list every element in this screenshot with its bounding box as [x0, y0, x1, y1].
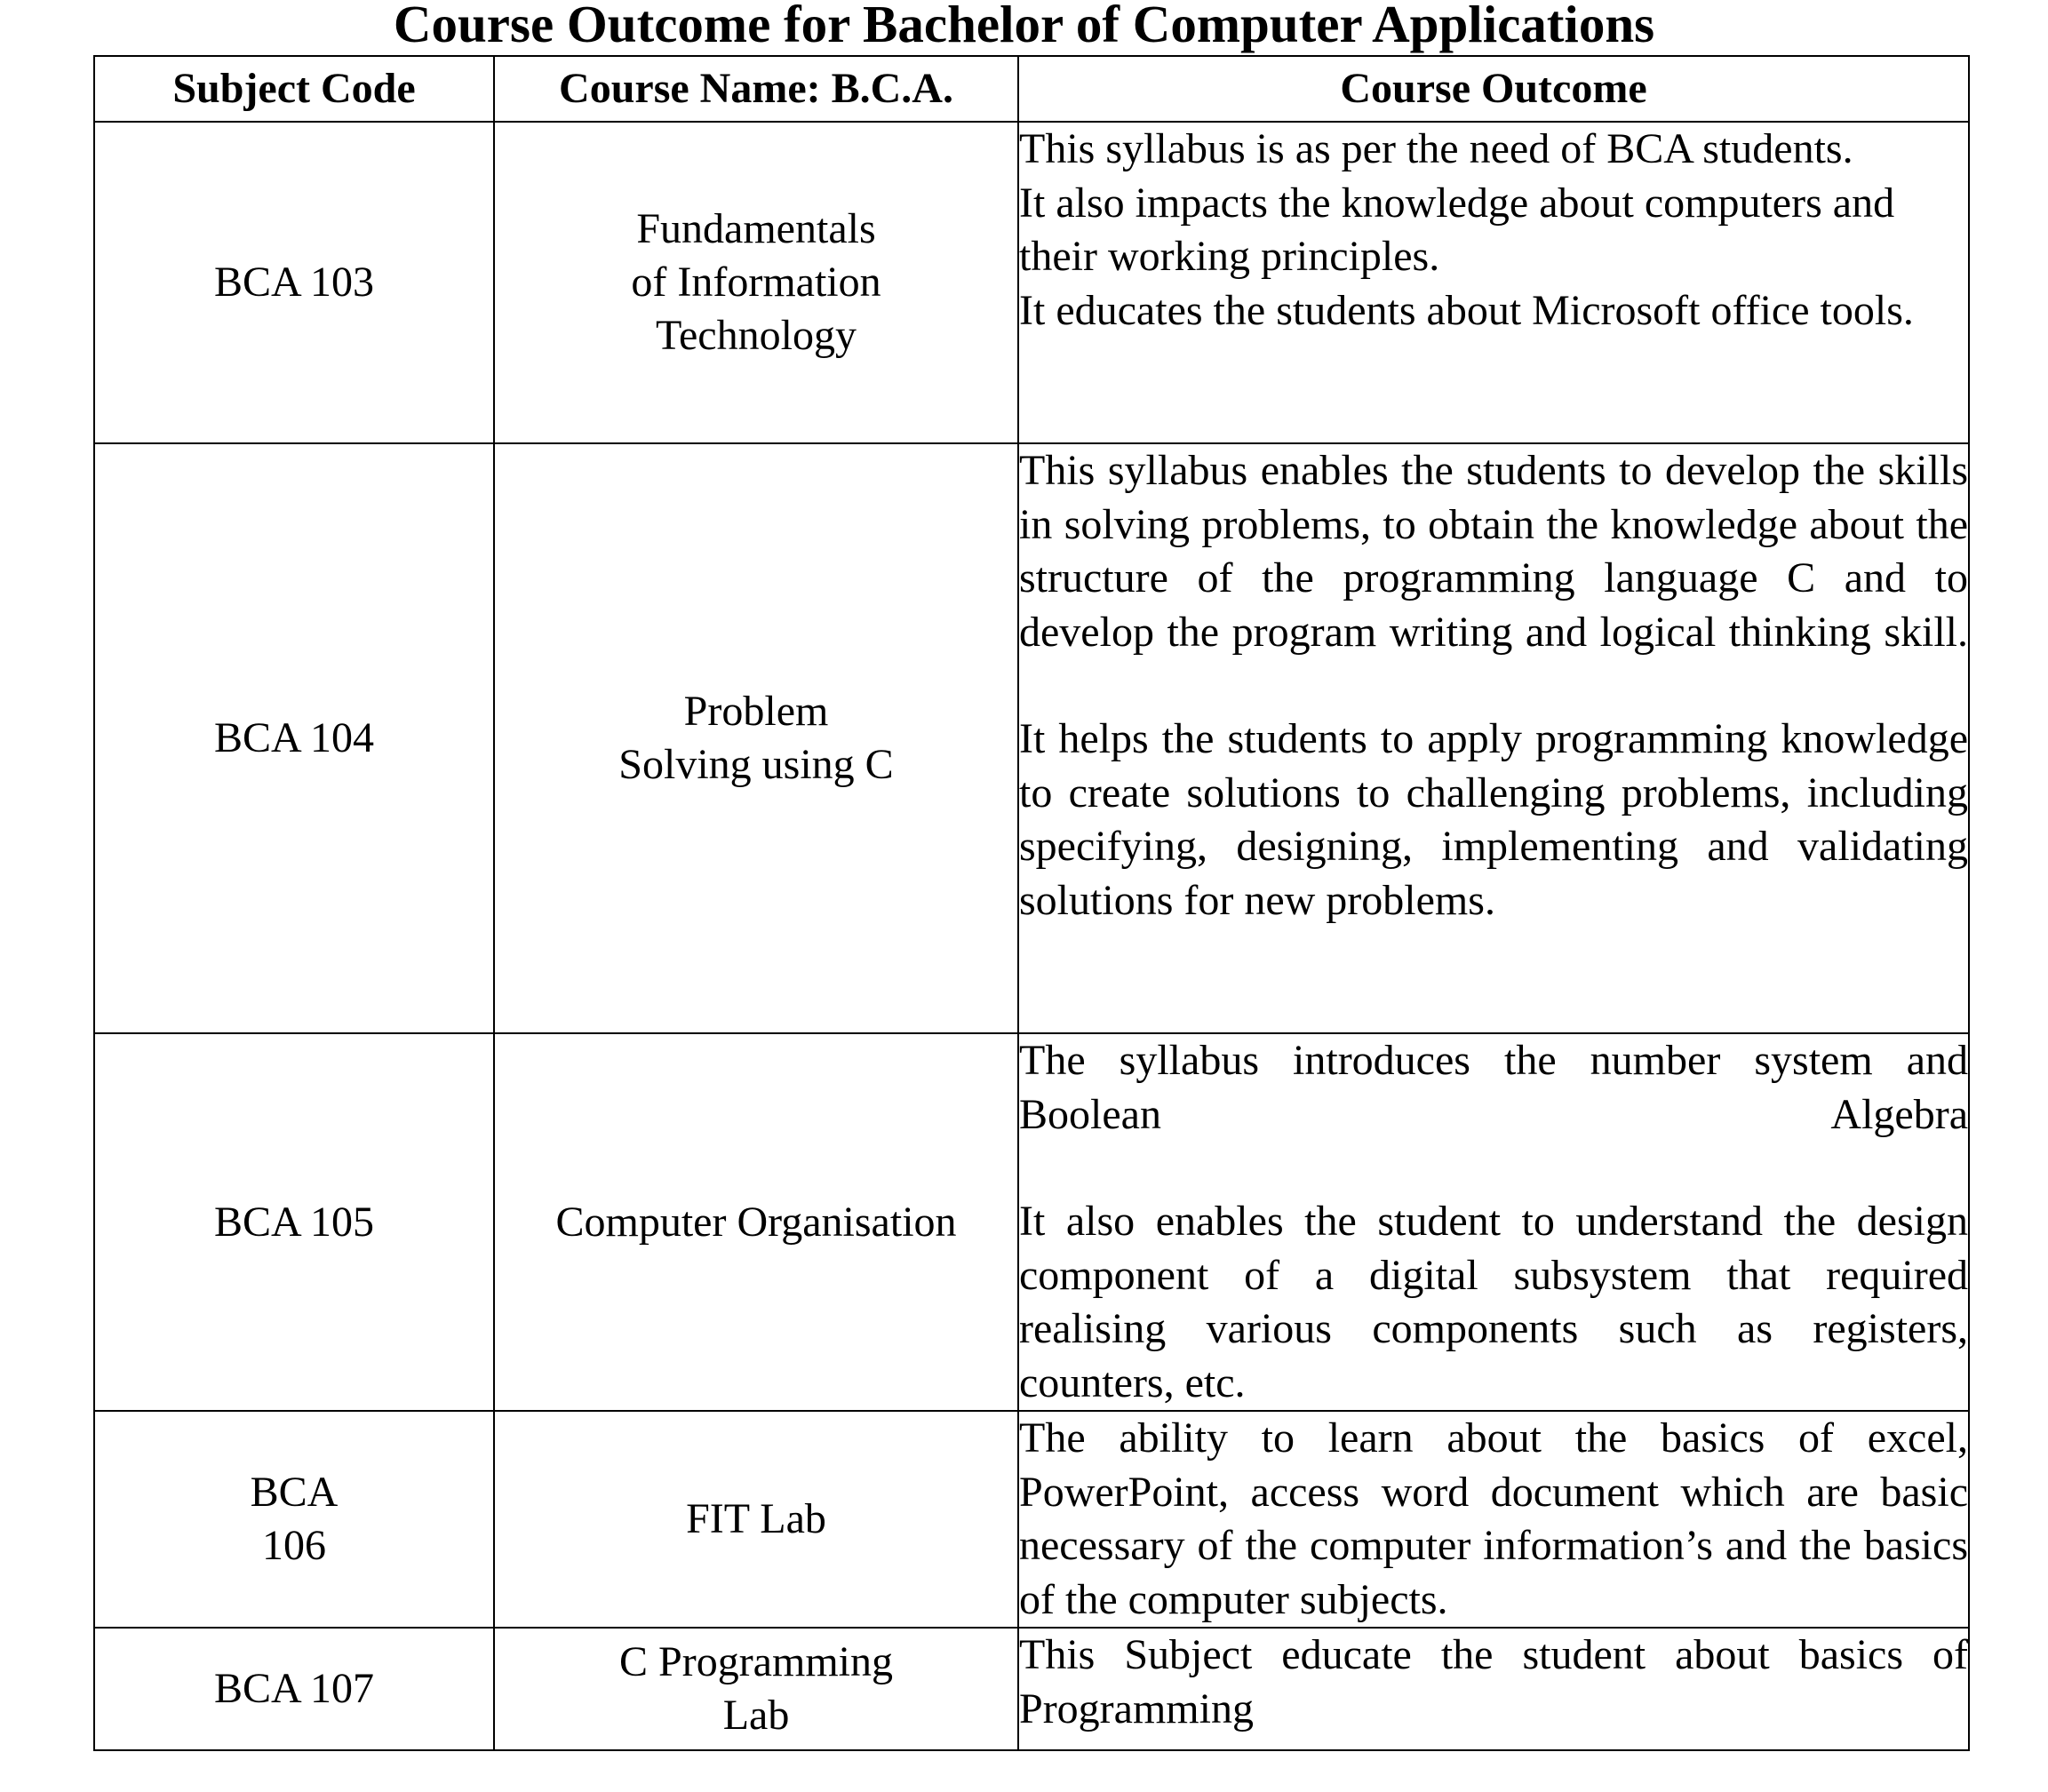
- header-course-name: Course Name: B.C.A.: [494, 56, 1018, 122]
- subject-code-cell: BCA 107: [94, 1628, 494, 1750]
- course-name-cell: Problem Solving using C: [494, 443, 1018, 1033]
- paragraph-spacer: [1019, 659, 1968, 713]
- subject-code-cell: BCA 105: [94, 1033, 494, 1411]
- table-row: [94, 122, 1969, 443]
- outcome-paragraph: This syllabus is as per the need of BCA students.: [1019, 125, 1853, 172]
- table-header-row: [94, 56, 1969, 122]
- outcome-paragraph: This syllabus enables the students to develop the skills in solving problems, to obtain the knowledge about the structure of the programming language C and to develop the program writing and logical thinking skill.: [1019, 447, 1968, 656]
- subject-code-cell: BCA 106: [94, 1411, 494, 1628]
- page-title: Course Outcome for Bachelor of Computer Applications: [393, 0, 1655, 53]
- course-name-cell: C Programming Lab: [494, 1628, 1018, 1750]
- table-row: [94, 443, 1969, 1033]
- subject-code-cell: BCA 104: [94, 443, 494, 1033]
- subject-code-cell: BCA 103: [94, 122, 494, 443]
- table-row: [94, 1033, 1969, 1411]
- paragraph-spacer: [1019, 1142, 1968, 1195]
- outcome-paragraph: This Subject educate the student about basics of Programming: [1019, 1631, 1968, 1732]
- course-outcome-cell: [1018, 1628, 1969, 1750]
- outcome-paragraph: It also impacts the knowledge about computers and their working principles.: [1019, 179, 1895, 280]
- course-name-cell: FIT Lab: [494, 1411, 1018, 1628]
- outcome-paragraph: It educates the students about Microsoft office tools.: [1019, 286, 1914, 334]
- outcome-paragraph: The ability to learn about the basics of excel, PowerPoint, access word document which are basic necessary of the computer information’s and the basics of the computer subjects.: [1019, 1414, 1968, 1623]
- outcome-paragraph: The syllabus introduces the number system and Boolean Algebra: [1019, 1037, 1968, 1138]
- outcome-paragraph: It helps the students to apply programming knowledge to create solutions to challenging problems, including specifying, designing, implementing and validating solutions for new problems.: [1019, 715, 1968, 924]
- course-outcome-cell: [1018, 122, 1969, 443]
- course-outcome-cell: [1018, 1411, 1969, 1628]
- course-name-cell: Computer Organisation: [494, 1033, 1018, 1411]
- header-course-outcome: Course Outcome: [1018, 56, 1969, 122]
- course-name-cell: Fundamentals of Information Technology: [494, 122, 1018, 443]
- course-outcome-table: [93, 55, 1970, 1751]
- course-outcome-cell: [1018, 1033, 1969, 1411]
- header-subject-code: Subject Code: [94, 56, 494, 122]
- course-outcome-cell: [1018, 443, 1969, 1033]
- table-row: [94, 1628, 1969, 1750]
- outcome-paragraph: It also enables the student to understand the design component of a digital subsystem that required realising various components such as registers, counters, etc.: [1019, 1198, 1968, 1406]
- table-row: [94, 1411, 1969, 1628]
